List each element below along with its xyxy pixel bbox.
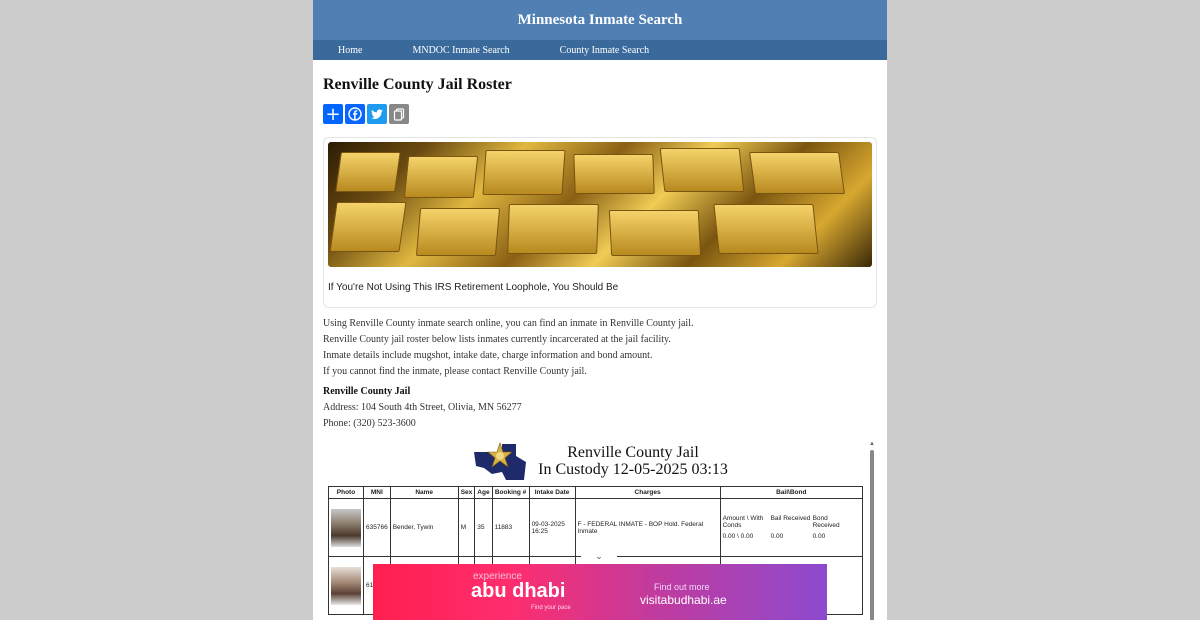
chevron-down-icon[interactable]: ⌄ xyxy=(581,548,617,564)
copy-link-icon[interactable] xyxy=(389,104,409,124)
table-header-row xyxy=(329,487,863,499)
facebook-icon[interactable] xyxy=(345,104,365,124)
ad-line-cta: Find out more xyxy=(654,582,710,592)
site-title[interactable]: Minnesota Inmate Search xyxy=(517,11,683,28)
mni-cell: 61 xyxy=(364,557,391,615)
bail-header: Amount \ With Conds xyxy=(722,515,764,529)
intro-line: Using Renville County inmate search online, you can find an inmate in Renville County jail. xyxy=(323,318,694,329)
sex-cell: M xyxy=(458,499,475,557)
bail-header: Bail Received xyxy=(770,515,811,522)
bail-value: 0.00 \ 0.00 xyxy=(722,533,754,540)
charges-cell: F - FEDERAL INMATE - BOP Hold. Federal Inmate xyxy=(575,499,720,557)
intro-text xyxy=(323,316,877,380)
photo-cell xyxy=(329,499,364,557)
sponsored-ad-gold[interactable] xyxy=(323,137,877,308)
share-buttons xyxy=(323,104,877,124)
jail-phone: Phone: (320) 523-3600 xyxy=(323,418,416,429)
ad-line-tagline: Find your pace xyxy=(531,605,571,611)
bail-value: 0.00 xyxy=(812,533,826,540)
sheriff-badge-icon xyxy=(472,440,530,482)
col-name: Name xyxy=(390,487,458,499)
col-photo: Photo xyxy=(329,487,364,499)
col-sex: Sex xyxy=(458,487,475,499)
site-header xyxy=(313,0,887,40)
page-container xyxy=(313,0,887,620)
bail-header: Bond Received xyxy=(812,515,840,529)
plus-icon[interactable]: + xyxy=(323,104,343,124)
mni-cell: 635766 xyxy=(364,499,391,557)
roster-title: Renville County Jail xyxy=(567,444,699,461)
scroll-up-icon[interactable]: ▲ xyxy=(869,441,875,447)
gold-bars-image xyxy=(328,142,872,267)
mugshot-image[interactable] xyxy=(331,509,361,547)
nav-item-home[interactable]: Home xyxy=(338,44,363,56)
twitter-icon[interactable] xyxy=(367,104,387,124)
name-cell: Bender, Tywin xyxy=(390,499,458,557)
ad-line-experience: experience xyxy=(473,571,522,582)
jail-address: Address: 104 South 4th Street, Olivia, MN 56277 xyxy=(323,402,522,413)
abu-dhabi-banner-ad[interactable] xyxy=(373,550,827,620)
nav-item-county[interactable]: County Inmate Search xyxy=(559,44,650,56)
col-intake: Intake Date xyxy=(529,487,575,499)
intake-cell: 09-03-2025 16:25 xyxy=(529,499,575,557)
bail-value: 0.00 xyxy=(770,533,784,540)
col-booking: Booking # xyxy=(492,487,529,499)
intro-line: Renville County jail roster below lists inmates currently incarcerated at the jail facility. xyxy=(323,334,671,345)
roster-subtitle: In Custody 12-05-2025 03:13 xyxy=(538,461,728,478)
col-bail: Bail\Bond xyxy=(720,487,862,499)
jail-info xyxy=(323,384,877,432)
roster-header xyxy=(323,440,877,482)
mugshot-image[interactable] xyxy=(331,567,361,605)
booking-cell: 11883 xyxy=(492,499,529,557)
roster-title-block xyxy=(538,444,728,478)
nav-bar xyxy=(313,40,887,60)
bail-cell xyxy=(720,499,862,557)
col-mni: MNI xyxy=(364,487,391,499)
age-cell: 35 xyxy=(475,499,492,557)
col-age: Age xyxy=(475,487,492,499)
col-charges: Charges xyxy=(575,487,720,499)
photo-cell xyxy=(329,557,364,615)
ad-line-brand: abu dhabi xyxy=(471,580,566,602)
intro-line: If you cannot find the inmate, please contact Renville County jail. xyxy=(323,366,587,377)
scrollbar-thumb[interactable] xyxy=(870,450,874,620)
nav-item-mndoc[interactable]: MNDOC Inmate Search xyxy=(412,44,510,56)
jail-name: Renville County Jail xyxy=(323,386,411,397)
intro-line: Inmate details include mugshot, intake date, charge information and bond amount. xyxy=(323,350,653,361)
ad-line-url[interactable]: visitabudhabi.ae xyxy=(640,593,727,607)
ad-caption[interactable]: If You're Not Using This IRS Retirement Loophole, You Should Be xyxy=(328,282,619,293)
page-title: Renville County Jail Roster xyxy=(323,76,512,93)
roster-scrollbar[interactable] xyxy=(869,440,875,620)
